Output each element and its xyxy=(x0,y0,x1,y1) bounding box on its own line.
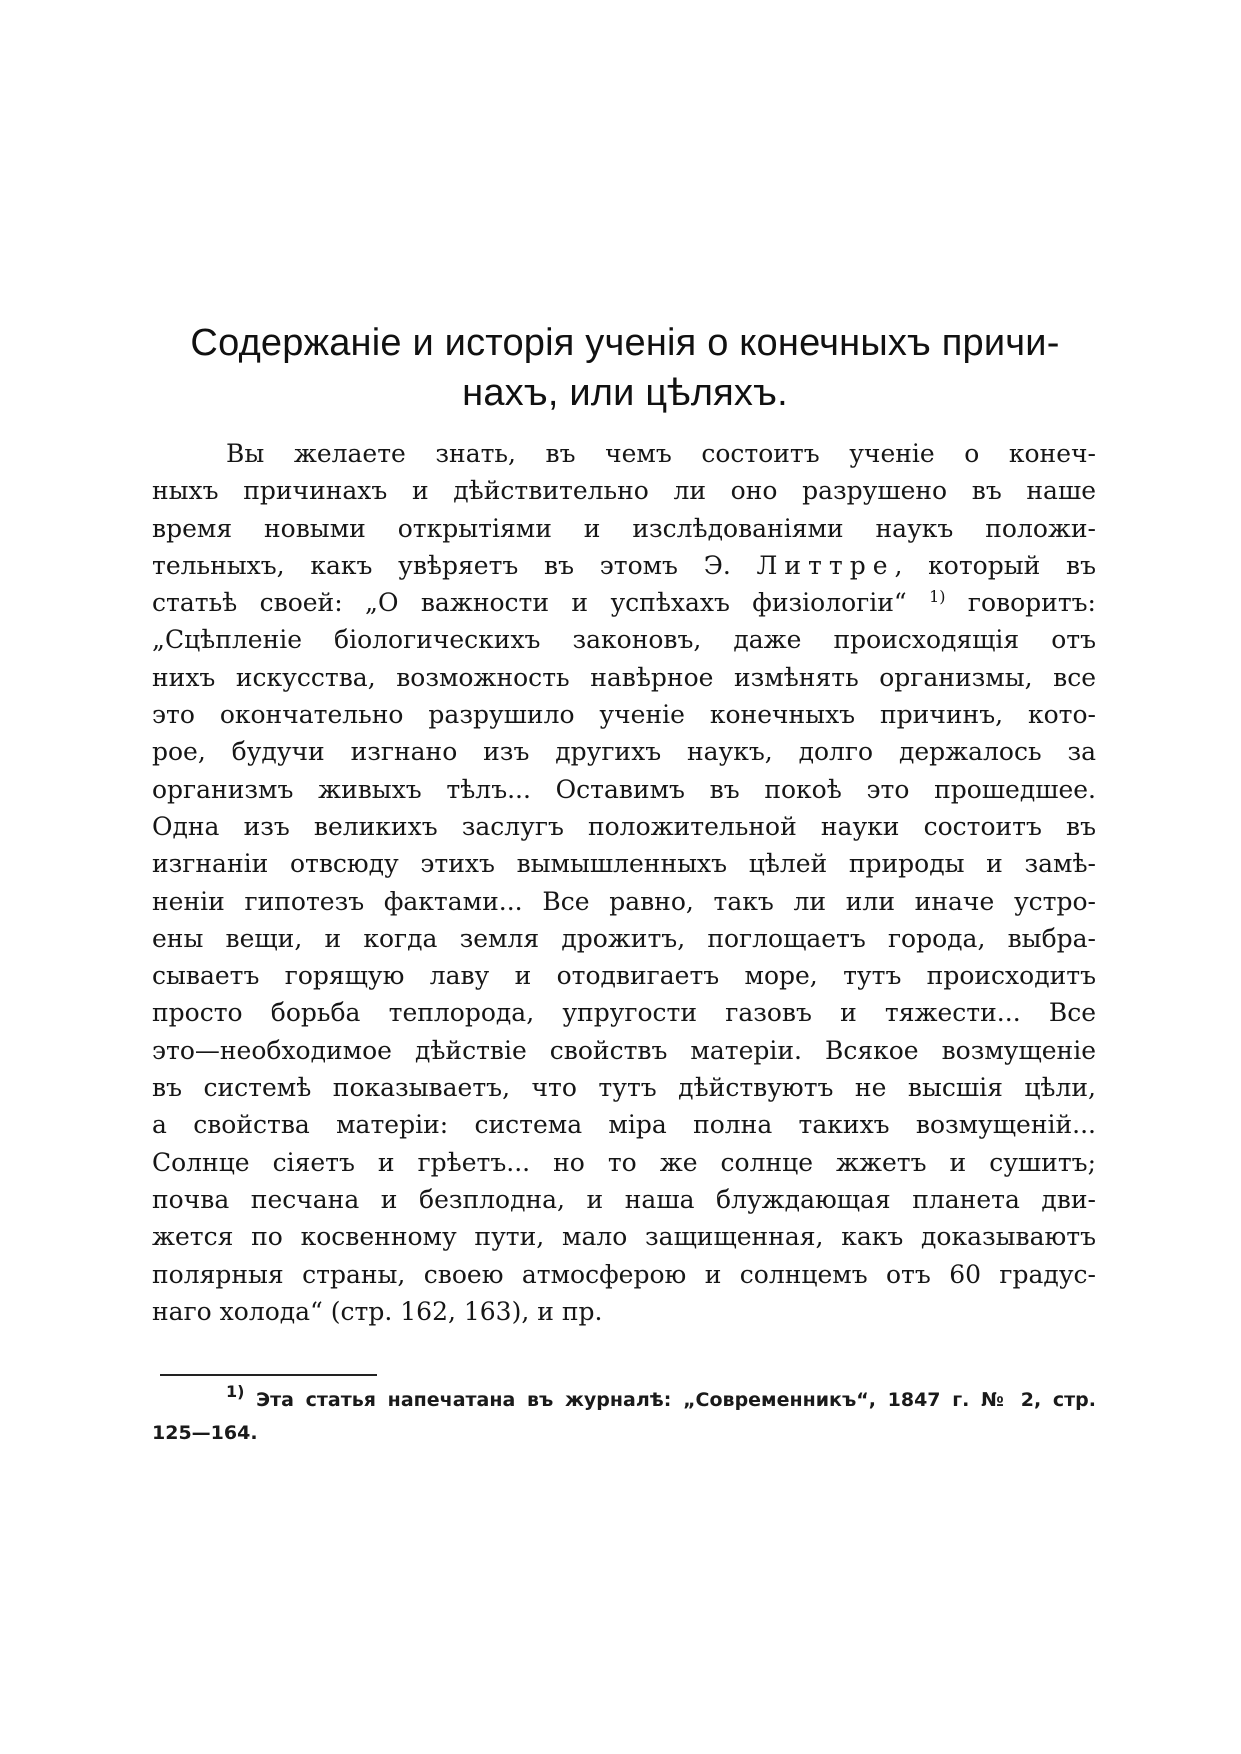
text-line-19: а свойства матеріи: система міра полна такихъ возмущеній... xyxy=(152,1110,1096,1140)
text-line-4-start: тельныхъ, какъ увѣряетъ въ этомъ Э. xyxy=(152,550,731,580)
text-line-13: неніи гипотезъ фактами... Все равно, такъ ли или иначе устро- xyxy=(152,886,1096,916)
body-paragraph xyxy=(152,435,1096,1330)
text-line-5 xyxy=(152,584,1096,621)
text-line-20: Солнце сіяетъ и грѣетъ... но то же солнце жжетъ и сушитъ; xyxy=(152,1147,1096,1177)
text-line-7: нихъ искусства, возможность навѣрное измѣнять организмы, все xyxy=(152,662,1096,692)
text-line-11: Одна изъ великихъ заслугъ положительной науки состоитъ въ xyxy=(152,811,1096,841)
text-line-4 xyxy=(152,547,1096,584)
text-line-8: это окончательно разрушило ученіе конечныхъ причинъ, кото- xyxy=(152,700,1096,730)
footnote xyxy=(152,1384,1096,1450)
text-line-3: время новыми открытіями и изслѣдованіями наукъ положи- xyxy=(152,513,1096,543)
footnote-reference: 1) xyxy=(929,587,946,607)
text-line-12: изгнаніи отвсюду этихъ вымышленныхъ цѣлей природы и замѣ- xyxy=(152,849,1096,879)
text-line-18: въ системѣ показываетъ, что тутъ дѣйствуютъ не высшія цѣли, xyxy=(152,1073,1096,1103)
footnote-text: Эта статья напечатана въ журналѣ: „Современникъ“, 1847 г. № 2, стр. xyxy=(244,1389,1096,1411)
footnote-marker: 1) xyxy=(226,1382,245,1401)
text-line-6: „Сцѣпленіе біологическихъ законовъ, даже происходящія отъ xyxy=(152,625,1096,655)
text-line-4-end: , который въ xyxy=(894,550,1096,580)
text-line-24: наго холода“ (стр. 162, 163), и пр. xyxy=(152,1296,603,1326)
text-line-2: ныхъ причинахъ и дѣйствительно ли оно разрушено въ наше xyxy=(152,476,1096,506)
text-line-17: это—необходимое дѣйствіе свойствъ матеріи. Всякое возмущеніе xyxy=(152,1035,1096,1065)
footnote-separator xyxy=(160,1374,377,1376)
chapter-title xyxy=(150,318,1100,418)
text-line-22: жется по косвенному пути, мало защищенная, какъ доказываютъ xyxy=(152,1222,1096,1252)
text-line-5-end: говоритъ: xyxy=(945,588,1096,618)
chapter-title-line-2: нахъ, или цѣляхъ. xyxy=(462,372,788,414)
text-line-15: сываетъ горящую лаву и отодвигаетъ море, тутъ происходитъ xyxy=(152,961,1096,991)
text-line-1: Вы желаете знать, въ чемъ состоитъ ученіе о конеч- xyxy=(226,439,1096,468)
text-line-23: полярныя страны, своею атмосферою и солнцемъ отъ 60 градус- xyxy=(152,1259,1096,1289)
text-line-10: организмъ живыхъ тѣлъ... Оставимъ въ покоѣ это прошедшее. xyxy=(152,774,1096,804)
footnote-line-2: 125—164. xyxy=(152,1422,258,1444)
text-line-21: почва песчана и безплодна, и наша блуждающая планета дви- xyxy=(152,1184,1096,1214)
text-line-5-start: статьѣ своей: „О важности и успѣхахъ физіологіи“ xyxy=(152,588,907,618)
footnote-line-1 xyxy=(152,1384,1096,1417)
chapter-title-line-1: Содержаніе и исторія ученія о конечныхъ причи- xyxy=(190,322,1060,364)
text-line-16: просто борьба теплорода, упругости газовъ и тяжести... Все xyxy=(152,998,1096,1028)
author-name-littre: Литтре xyxy=(756,550,895,580)
text-line-14: ены вещи, и когда земля дрожитъ, поглощаетъ города, выбра- xyxy=(152,923,1096,953)
text-line-9: рое, будучи изгнано изъ другихъ наукъ, долго держалось за xyxy=(152,737,1096,767)
